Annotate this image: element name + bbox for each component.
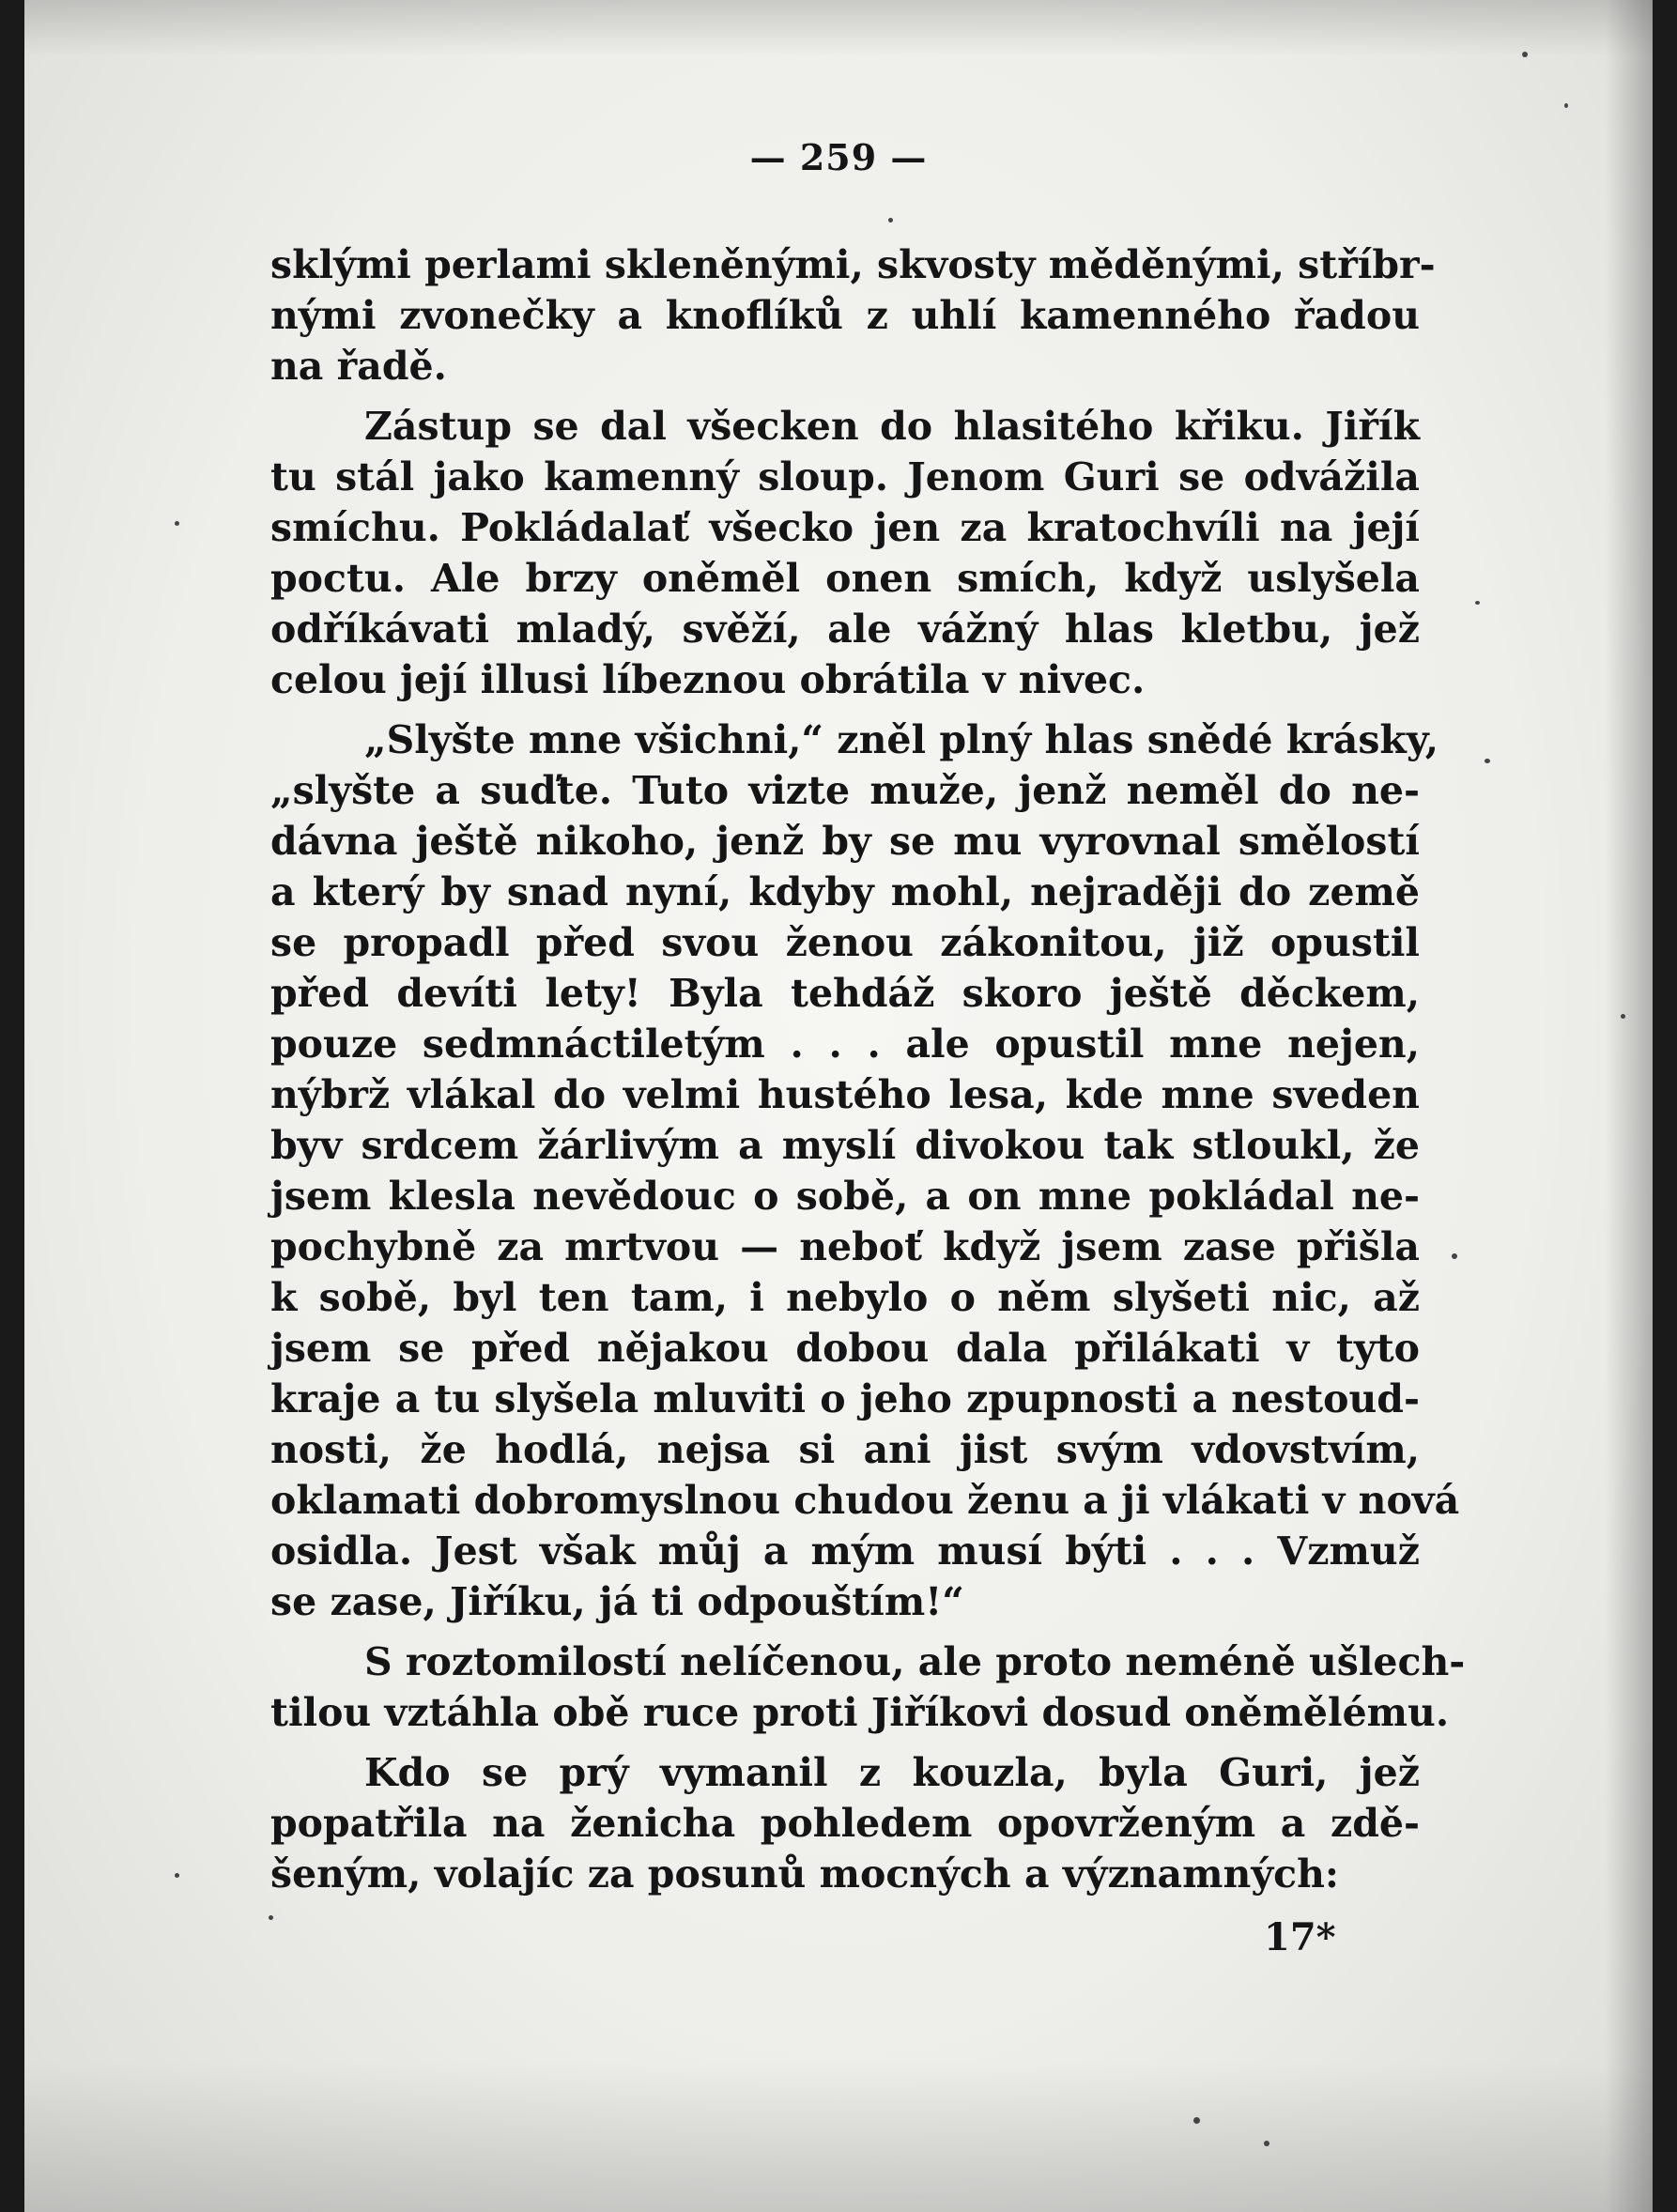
text-line: pouze sedmnáctiletým . . . ale opustil mne nejen, [270,1022,1420,1067]
text-line: popatřila na ženicha pohledem opovrženým a zdě- [270,1801,1420,1846]
text-line: se zase, Jiříku, já ti odpouštím!“ [270,1579,964,1624]
page-number: — 259 — [749,136,928,178]
text-line: „Slyšte mne všichni,“ zněl plný hlas snědé krásky, [364,717,1439,762]
book-page [24,0,1653,2212]
text-line: tu stál jako kamenný sloup. Jenom Guri se odvážila [270,454,1420,499]
scan-speck [175,1873,179,1878]
text-line: celou její illusi líbeznou obrátila v nivec. [270,657,1146,702]
scan-speck [1475,601,1480,605]
text-line: dávna ještě nikoho, jenž by se mu vyrovnal smělostí [270,819,1420,864]
scan-speck [1564,103,1568,108]
text-line: nýbrž vlákal do velmi hustého lesa, kde mne sveden [270,1072,1420,1117]
paragraph-gap [270,1627,1420,1636]
scan-speck [269,1915,273,1920]
body-text [270,239,1466,1899]
text-line: sklými perlami skleněnými, skvosty měděnými, stříbr- [270,242,1436,287]
page-edge-shadow-bottom [24,2062,1653,2212]
text-line: kraje a tu slyšela mluviti o jeho zpupnosti a nestoud- [270,1376,1420,1421]
text-line: a který by snad nyní, kdyby mohl, nejraději do země [270,869,1420,914]
text-line: pochybně za mrtvou — neboť když jsem zase přišla [270,1224,1420,1269]
text-line: se propadl před svou ženou zákonitou, již opustil [270,920,1420,965]
text-line: S roztomilostí nelíčenou, ale proto neméně ušlech- [364,1639,1466,1684]
scan-speck [888,218,893,223]
text-line: „slyšte a suďte. Tuto vizte muže, jenž neměl do ne- [270,768,1420,813]
text-line: jsem se před nějakou dobou dala přilákati v tyto [270,1326,1420,1371]
page-edge-shadow-right [1606,0,1653,2212]
scan-speck [175,521,179,526]
scan-speck [1452,1253,1457,1259]
scan-speck [1485,759,1490,763]
scan-speck [1193,2117,1200,2124]
text-line: byv srdcem žárlivým a myslí divokou tak stloukl, že [270,1123,1420,1168]
text-line: šeným, volajíc za posunů mocných a významných: [270,1851,1340,1897]
text-line: osidla. Jest však můj a mým musí býti . . . Vzmuž [270,1528,1420,1574]
text-line: před devíti lety! Byla tehdáž skoro ještě děckem, [270,971,1420,1016]
signature-mark: 17* [1264,1915,1336,1959]
page-edge-shadow-top [24,0,1653,56]
text-line: poctu. Ale brzy oněměl onen smích, když uslyšela [270,556,1420,601]
scan-speck [1522,52,1528,57]
scan-speck [1264,2141,1269,2146]
scan-speck [1621,1014,1625,1019]
paragraph-gap [270,705,1420,714]
text-line: na řadě. [270,344,447,389]
text-line: Kdo se prý vymanil z kouzla, byla Guri, jež [364,1750,1420,1795]
text-line: Zástup se dal všecken do hlasitého křiku. Jiřík [364,404,1420,449]
text-line: nosti, že hodlá, nejsa si ani jist svým vdovstvím, [270,1427,1420,1472]
text-line: jsem klesla nevědouc o sobě, a on mne pokládal ne- [270,1174,1420,1219]
text-line: k sobě, byl ten tam, i nebylo o něm slyšeti nic, až [270,1275,1420,1320]
paragraph-gap [270,392,1420,401]
text-line: tilou vztáhla obě ruce proti Jiříkovi dosud oněmělému. [270,1690,1450,1735]
text-line: oklamati dobromyslnou chudou ženu a ji vlákati v nová [270,1478,1460,1523]
paragraph-gap [270,1738,1420,1747]
text-line: odříkávati mladý, svěží, ale vážný hlas kletbu, jež [270,607,1420,652]
text-line: nými zvonečky a knoflíků z uhlí kamenného řadou [270,293,1420,338]
text-line: smíchu. Pokládalať všecko jen za kratochvíli na její [270,505,1420,550]
